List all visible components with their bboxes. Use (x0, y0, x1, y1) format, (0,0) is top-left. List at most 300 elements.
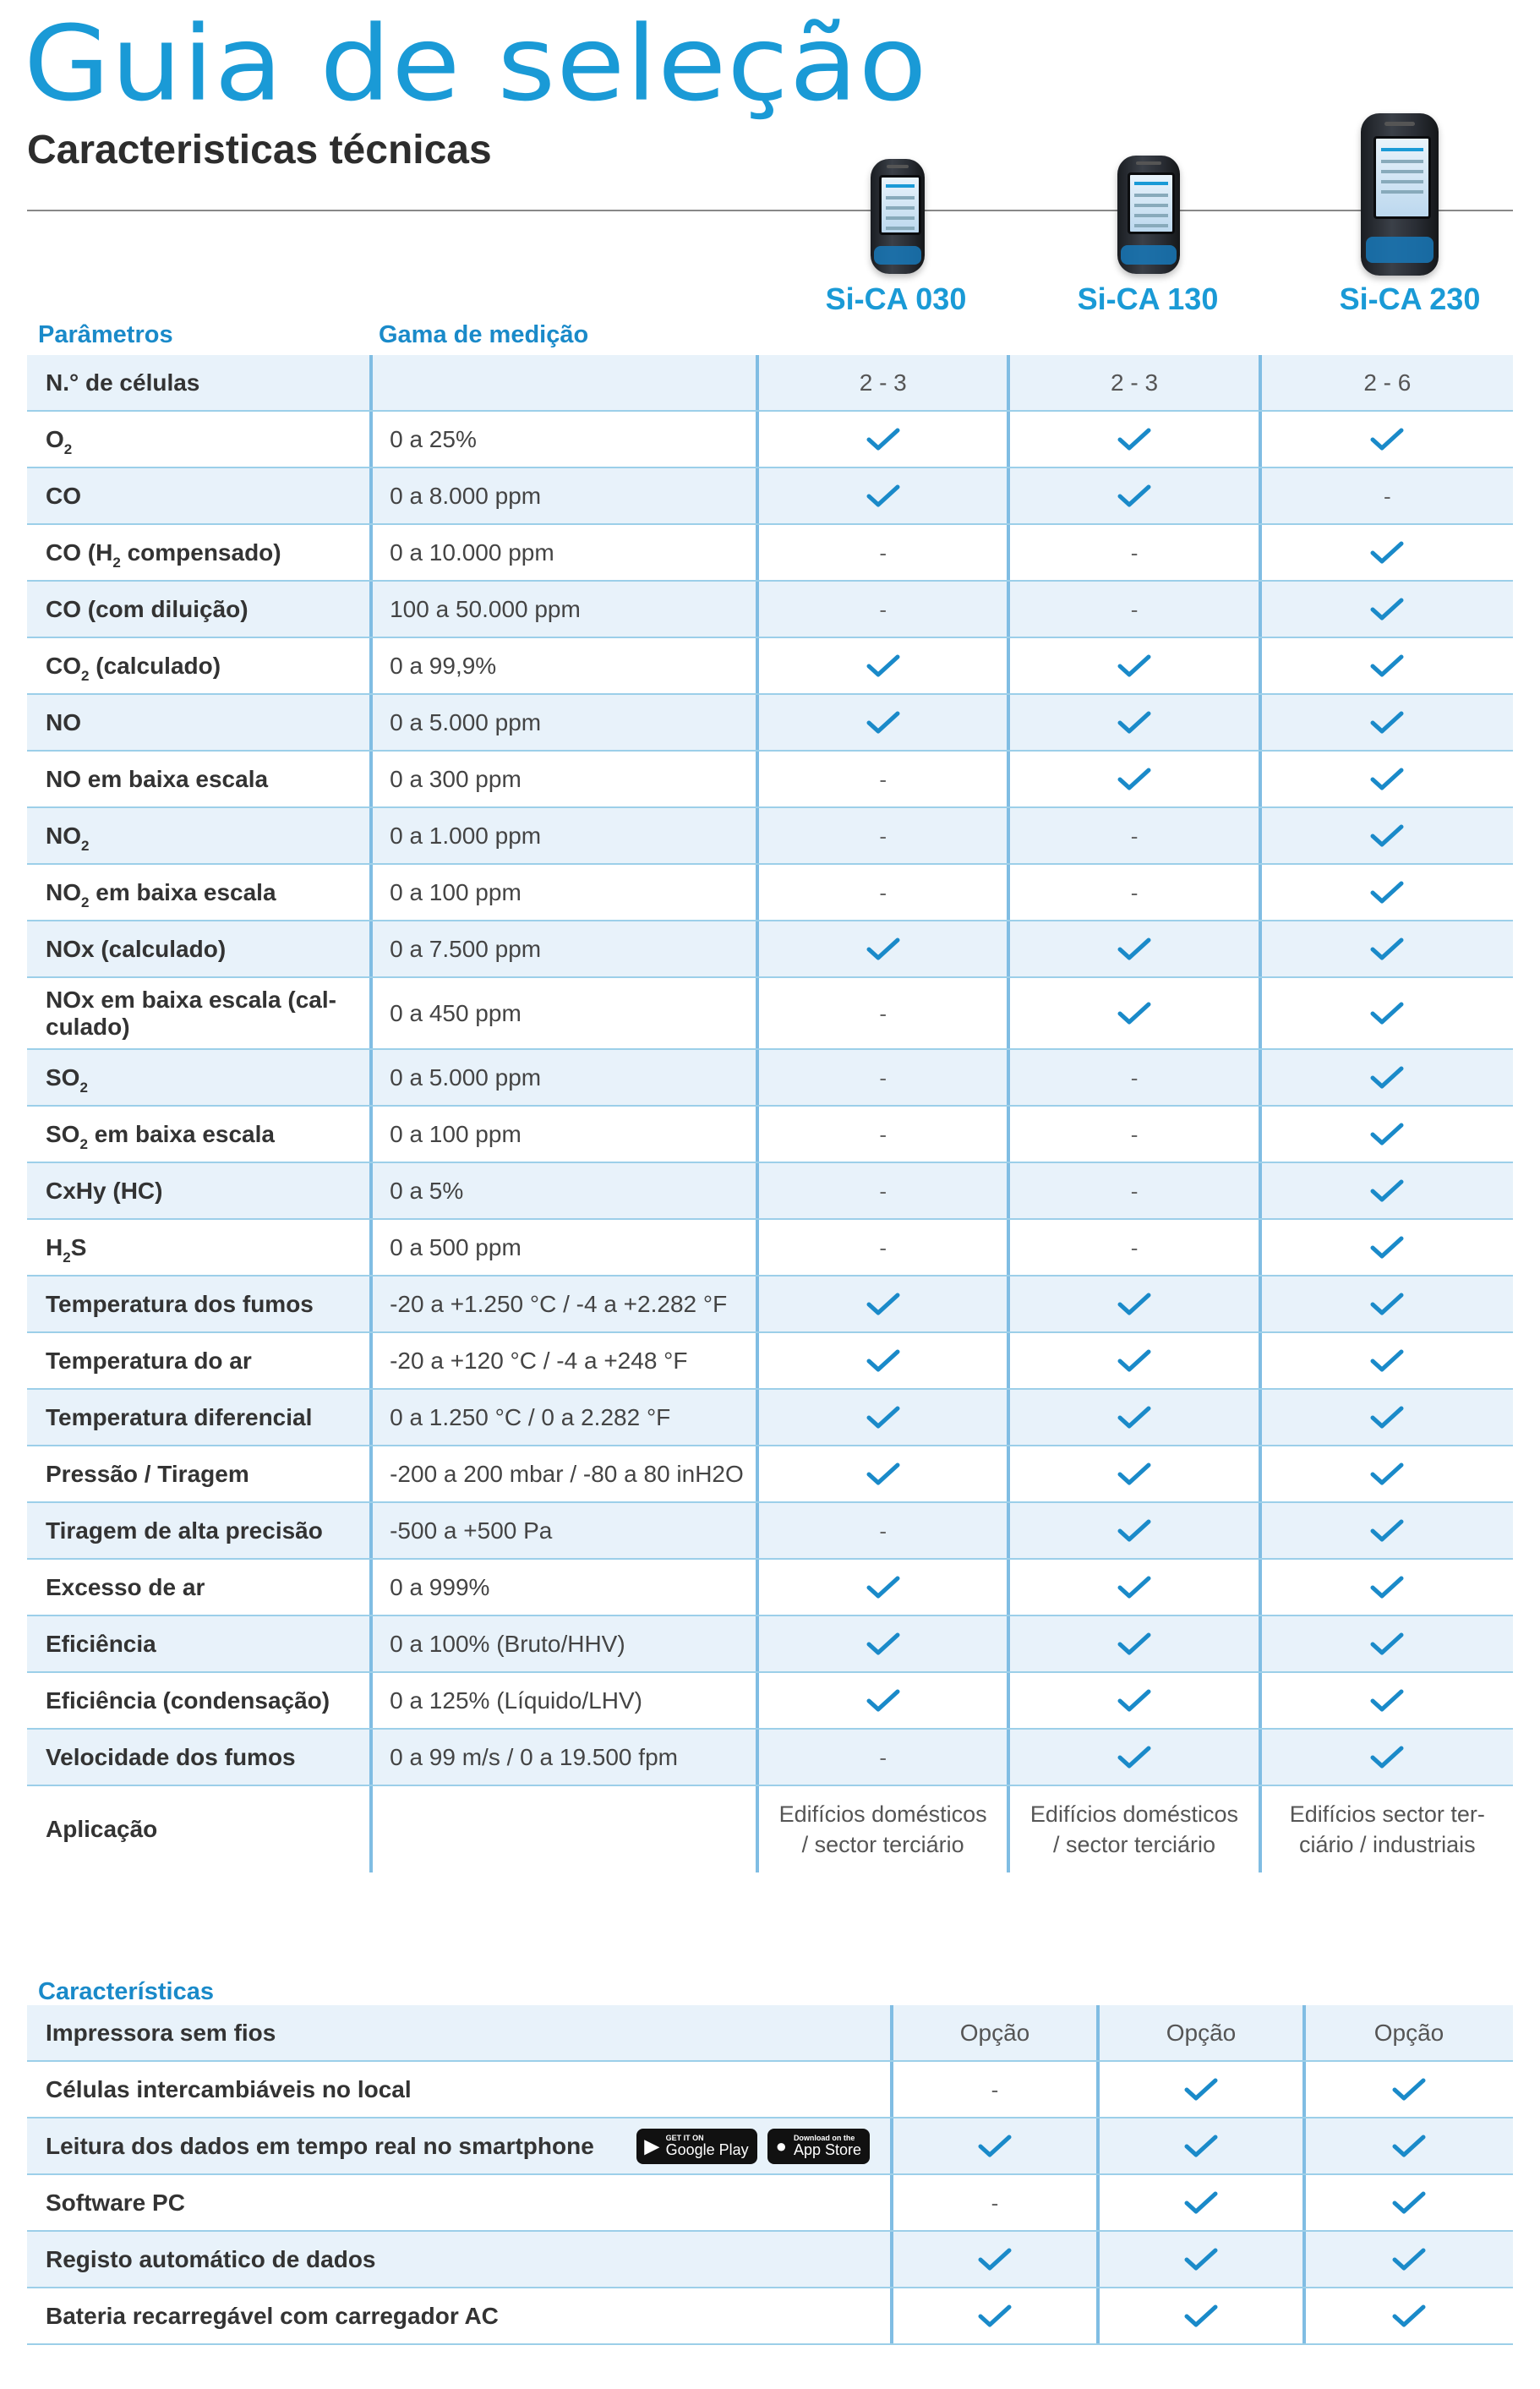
checkmark-icon (1117, 1745, 1151, 1770)
range-cell (373, 468, 759, 523)
value-cell-check (1100, 2062, 1306, 2117)
checkmark-icon (1117, 1575, 1151, 1600)
value-cell-dash (1010, 525, 1261, 580)
value-cell-check (1010, 468, 1261, 523)
parameter-label: CO (H (46, 538, 113, 566)
checkmark-icon (1392, 2247, 1426, 2272)
checkmark-icon (1370, 937, 1404, 962)
table-row (27, 752, 1513, 808)
value-cell-check (1010, 1446, 1261, 1501)
table-row (27, 1220, 1513, 1277)
checkmark-icon (1117, 1462, 1151, 1487)
table-row (27, 468, 1513, 525)
value-cell-dash (759, 865, 1010, 920)
parameter-subscript: 2 (81, 894, 90, 910)
value-cell-check (1010, 412, 1261, 467)
value-cell-check (1262, 1050, 1513, 1105)
parameter-label-suffix: em baixa escala (89, 878, 276, 905)
value-cell-check (1262, 1730, 1513, 1785)
table-row (27, 1050, 1513, 1107)
model-name-si-ca-030: Si-CA 030 (825, 282, 967, 316)
value-cell-check (1262, 808, 1513, 863)
feature-label-cell (27, 2118, 893, 2173)
google-badge-small-text: GET IT ON (665, 2134, 704, 2142)
range-text: 0 a 1.250 °C / 0 a 2.282 °F (390, 1403, 671, 1430)
value-cell-text (1010, 1786, 1261, 1872)
checkmark-icon (1392, 2134, 1426, 2159)
checkmark-icon (1117, 484, 1151, 509)
value-cell-check (759, 638, 1010, 693)
table-row (27, 412, 1513, 468)
parameter-cell (27, 412, 373, 467)
value-cell-check (893, 2118, 1100, 2173)
checkmark-icon (1184, 2077, 1218, 2102)
value-cell-check (759, 412, 1010, 467)
title-divider (27, 210, 1513, 211)
checkmark-icon (1392, 2304, 1426, 2329)
value-cell-check (1262, 1107, 1513, 1162)
features-title: Características (38, 1978, 214, 2005)
value-cell-check (1100, 2175, 1306, 2230)
value-cell-text (893, 2005, 1100, 2060)
checkmark-icon (1370, 1178, 1404, 1204)
parameter-label: Velocidade dos fumos (46, 1743, 296, 1770)
range-cell (373, 638, 759, 693)
value-cell-check (1262, 1560, 1513, 1615)
checkmark-icon (866, 1575, 900, 1600)
parameter-cell (27, 1560, 373, 1615)
checkmark-icon (1184, 2247, 1218, 2272)
parameter-label-suffix: S (70, 1233, 87, 1260)
parameter-subscript: 2 (79, 1079, 88, 1096)
value-cell-dash (1010, 865, 1261, 920)
feature-label-cell (27, 2288, 893, 2343)
checkmark-icon (1370, 1688, 1404, 1714)
range-text: 0 a 8.000 ppm (390, 482, 542, 509)
value-cell-check (1010, 978, 1261, 1048)
table-row (27, 1786, 1513, 1872)
value-cell-check (1262, 1390, 1513, 1445)
feature-label: Software PC (46, 2189, 185, 2216)
checkmark-icon (1184, 2190, 1218, 2216)
checkmark-icon (1117, 1348, 1151, 1374)
parameter-label: NO (46, 878, 81, 905)
range-text: 0 a 300 ppm (390, 765, 522, 792)
range-text: 0 a 100% (Bruto/HHV) (390, 1630, 625, 1657)
parameter-cell (27, 525, 373, 580)
dash-text: - (1130, 539, 1139, 566)
parameter-subscript: 2 (63, 440, 73, 457)
value-cell-text (1262, 1786, 1513, 1872)
range-text: 0 a 99,9% (390, 652, 497, 679)
value-cell-text (759, 1786, 1010, 1872)
app-store-badge[interactable] (767, 2129, 870, 2164)
checkmark-icon (978, 2304, 1012, 2329)
checkmark-icon (1370, 1745, 1404, 1770)
checkmark-icon (1370, 1348, 1404, 1374)
feature-row (27, 2005, 1513, 2062)
value-cell-check (1262, 1220, 1513, 1275)
checkmark-icon (1117, 710, 1151, 735)
range-text: 0 a 100 ppm (390, 878, 522, 905)
value-cell-check (1262, 525, 1513, 580)
table-row (27, 1107, 1513, 1163)
checkmark-icon (866, 653, 900, 679)
range-cell (373, 412, 759, 467)
range-text: 0 a 5% (390, 1177, 464, 1204)
dash-text: - (879, 539, 887, 566)
checkmark-icon (866, 710, 900, 735)
value-cell-text (1010, 355, 1261, 410)
checkmark-icon (1117, 937, 1151, 962)
value-text: Opção (1373, 2019, 1444, 2046)
parameter-label: Eficiência (condensação) (46, 1687, 330, 1714)
range-cell (373, 1616, 759, 1671)
range-cell (373, 1390, 759, 1445)
dash-text: - (1130, 1064, 1139, 1091)
parameter-label: CO (com diluição) (46, 595, 248, 622)
parameter-label-suffix: em baixa escala (87, 1120, 275, 1147)
range-text: 0 a 450 ppm (390, 999, 522, 1026)
value-cell-check (1262, 1616, 1513, 1671)
value-cell-check (759, 1560, 1010, 1615)
range-cell (373, 582, 759, 637)
value-cell-dash (759, 525, 1010, 580)
range-cell (373, 355, 759, 410)
checkmark-icon (1392, 2077, 1426, 2102)
range-cell (373, 1786, 759, 1872)
value-cell-dash (759, 582, 1010, 637)
parameter-label: Temperatura dos fumos (46, 1290, 314, 1317)
value-cell-check (1262, 412, 1513, 467)
checkmark-icon (866, 484, 900, 509)
range-cell (373, 1503, 759, 1558)
feature-label-cell (27, 2175, 893, 2230)
parameter-label: SO (46, 1063, 80, 1091)
range-text: -200 a 200 mbar / -80 a 80 inH2O (390, 1460, 744, 1487)
checkmark-icon (1184, 2304, 1218, 2329)
table-row (27, 1333, 1513, 1390)
parameter-cell (27, 1050, 373, 1105)
parameter-label: O (46, 425, 64, 452)
dash-text: - (879, 1000, 887, 1026)
table-row (27, 1730, 1513, 1786)
dash-text: - (991, 2189, 999, 2216)
value-cell-check (759, 1616, 1010, 1671)
checkmark-icon (1370, 1065, 1404, 1091)
feature-row (27, 2288, 1513, 2345)
checkmark-icon (1370, 1292, 1404, 1317)
parameter-cell (27, 468, 373, 523)
apple-icon: ● (775, 2135, 787, 2157)
value-cell-dash (759, 1220, 1010, 1275)
value-cell-check (1010, 1390, 1261, 1445)
parameter-label: NO em baixa escala (46, 765, 269, 792)
value-cell-check (759, 1446, 1010, 1501)
value-cell-dash (1262, 468, 1513, 523)
table-row (27, 1673, 1513, 1730)
parameter-label: Excesso de ar (46, 1573, 205, 1600)
dash-text: - (879, 823, 887, 849)
value-cell-dash (893, 2175, 1100, 2230)
value-cell-check (1262, 1673, 1513, 1728)
parameter-cell (27, 638, 373, 693)
value-cell-check (1010, 1616, 1261, 1671)
column-header-range: Gama de medição (379, 321, 589, 348)
value-cell-check (1010, 695, 1261, 750)
value-cell-check (1010, 638, 1261, 693)
checkmark-icon (866, 937, 900, 962)
checkmark-icon (1370, 1405, 1404, 1430)
parameter-cell (27, 1220, 373, 1275)
page-title: Guia de seleção (24, 3, 928, 125)
value-text: Edifícios domésticos / sector terciário (778, 1801, 987, 1857)
checkmark-icon (1370, 1632, 1404, 1657)
dash-text: - (879, 1234, 887, 1260)
range-cell (373, 978, 759, 1048)
range-text: -500 a +500 Pa (390, 1517, 553, 1544)
checkmark-icon (866, 1405, 900, 1430)
range-cell (373, 1333, 759, 1388)
column-header-parameters: Parâmetros (38, 321, 173, 348)
range-cell (373, 865, 759, 920)
value-cell-dash (759, 978, 1010, 1048)
checkmark-icon (1370, 597, 1404, 622)
value-cell-dash (1010, 1050, 1261, 1105)
feature-row (27, 2062, 1513, 2118)
feature-row (27, 2118, 1513, 2175)
value-cell-check (759, 1673, 1010, 1728)
parameter-cell (27, 1107, 373, 1162)
value-cell-check (1010, 1730, 1261, 1785)
value-cell-check (1262, 1333, 1513, 1388)
parameter-cell (27, 695, 373, 750)
parameter-cell (27, 865, 373, 920)
parameter-label: Eficiência (46, 1630, 156, 1657)
value-text: Opção (959, 2019, 1030, 2046)
dash-text: - (879, 766, 887, 792)
checkmark-icon (1117, 767, 1151, 792)
range-cell (373, 1050, 759, 1105)
value-cell-dash (1010, 582, 1261, 637)
parameter-cell (27, 752, 373, 806)
device-image-si-ca-130 (1117, 156, 1180, 274)
value-text: 2 - 6 (1363, 369, 1412, 396)
value-text: Edifícios domésticos / sector terciário (1029, 1801, 1239, 1857)
range-cell (373, 695, 759, 750)
checkmark-icon (1370, 1235, 1404, 1260)
table-row (27, 865, 1513, 921)
google-play-badge[interactable] (636, 2129, 757, 2164)
value-cell-check (1262, 1503, 1513, 1558)
checkmark-icon (1117, 1688, 1151, 1714)
value-cell-dash (759, 1503, 1010, 1558)
parameter-subscript: 2 (81, 837, 90, 854)
range-text: 0 a 999% (390, 1573, 490, 1600)
checkmark-icon (866, 1348, 900, 1374)
checkmark-icon (1117, 1292, 1151, 1317)
checkmark-icon (1117, 1518, 1151, 1544)
value-cell-check (1010, 921, 1261, 976)
value-cell-dash (1010, 1163, 1261, 1218)
checkmark-icon (1117, 1632, 1151, 1657)
range-cell (373, 1163, 759, 1218)
value-cell-check (1262, 582, 1513, 637)
table-row (27, 582, 1513, 638)
value-cell-check (759, 695, 1010, 750)
range-cell (373, 1277, 759, 1331)
value-cell-dash (759, 1107, 1010, 1162)
value-text: Edifícios sector ter- ciário / industriais (1289, 1801, 1485, 1857)
checkmark-icon (1370, 880, 1404, 905)
dash-text: - (1130, 823, 1139, 849)
value-cell-check (1010, 752, 1261, 806)
range-text: 0 a 99 m/s / 0 a 19.500 fpm (390, 1743, 678, 1770)
parameter-label: CxHy (HC) (46, 1177, 163, 1204)
parameter-label: CO (46, 482, 81, 509)
range-text: 0 a 7.500 ppm (390, 935, 542, 962)
value-text: 2 - 3 (859, 369, 907, 396)
apple-badge-text: App Store (793, 2141, 861, 2158)
value-cell-check (1010, 1277, 1261, 1331)
dash-text: - (1130, 596, 1139, 622)
checkmark-icon (1117, 1405, 1151, 1430)
parameter-cell (27, 355, 373, 410)
checkmark-icon (866, 1292, 900, 1317)
checkmark-icon (978, 2247, 1012, 2272)
value-cell-text (1100, 2005, 1306, 2060)
value-cell-dash (759, 752, 1010, 806)
checkmark-icon (1370, 1518, 1404, 1544)
parameter-label: Aplicação (46, 1816, 158, 1842)
value-cell-check (1262, 978, 1513, 1048)
table-row (27, 1446, 1513, 1503)
dash-text: - (879, 1744, 887, 1770)
dash-text: - (1130, 1121, 1139, 1147)
checkmark-icon (1370, 823, 1404, 849)
range-cell (373, 525, 759, 580)
checkmark-icon (866, 1462, 900, 1487)
feature-label-cell (27, 2062, 893, 2117)
table-row (27, 1390, 1513, 1446)
google-play-icon: ▶ (644, 2135, 659, 2157)
range-text: -20 a +120 °C / -4 a +248 °F (390, 1347, 688, 1374)
table-row (27, 1616, 1513, 1673)
parameter-cell (27, 1673, 373, 1728)
parameter-label-suffix: compensado) (120, 538, 281, 566)
parameter-cell (27, 1446, 373, 1501)
value-cell-text (1262, 355, 1513, 410)
model-name-si-ca-130: Si-CA 130 (1077, 282, 1219, 316)
parameter-subscript: 2 (81, 667, 90, 684)
value-cell-dash (759, 1730, 1010, 1785)
parameter-cell (27, 1730, 373, 1785)
table-row (27, 1163, 1513, 1220)
value-cell-check (893, 2288, 1100, 2343)
value-cell-check (893, 2232, 1100, 2287)
value-cell-check (759, 468, 1010, 523)
value-cell-check (1262, 1277, 1513, 1331)
range-text: 0 a 10.000 ppm (390, 538, 554, 566)
feature-label: Bateria recarregável com carregador AC (46, 2302, 499, 2329)
apple-badge-small-text: Download on the (793, 2134, 855, 2142)
range-cell (373, 921, 759, 976)
parameter-label: SO (46, 1120, 80, 1147)
dash-text: - (879, 1178, 887, 1204)
table-row (27, 355, 1513, 412)
google-badge-text: Google Play (665, 2141, 749, 2158)
feature-label: Registo automático de dados (46, 2245, 376, 2272)
range-text: 100 a 50.000 ppm (390, 595, 581, 622)
range-cell (373, 1220, 759, 1275)
value-cell-check (1262, 1446, 1513, 1501)
value-cell-dash (1010, 1107, 1261, 1162)
checkmark-icon (1184, 2134, 1218, 2159)
parameter-label: Pressão / Tiragem (46, 1460, 249, 1487)
range-text: 0 a 25% (390, 425, 477, 452)
dash-text: - (991, 2076, 999, 2102)
value-text: 2 - 3 (1111, 369, 1159, 396)
checkmark-icon (1370, 427, 1404, 452)
value-cell-check (1262, 1163, 1513, 1218)
parameter-cell (27, 1333, 373, 1388)
value-cell-check (1100, 2288, 1306, 2343)
device-image-si-ca-230 (1361, 113, 1439, 276)
page-subtitle: Caracteristicas técnicas (27, 128, 492, 172)
checkmark-icon (1370, 1001, 1404, 1026)
value-cell-check (759, 1390, 1010, 1445)
range-text: 0 a 100 ppm (390, 1120, 522, 1147)
checkmark-icon (1370, 767, 1404, 792)
parameter-label: Tiragem de alta precisão (46, 1517, 323, 1544)
value-cell-check (1010, 1503, 1261, 1558)
parameter-subscript: 2 (63, 1249, 71, 1266)
parameter-label-suffix: (calculado) (89, 652, 221, 679)
checkmark-icon (1370, 1462, 1404, 1487)
table-row (27, 921, 1513, 978)
feature-row (27, 2175, 1513, 2232)
value-cell-check (759, 921, 1010, 976)
model-name-si-ca-230: Si-CA 230 (1339, 282, 1481, 316)
value-cell-check (1262, 695, 1513, 750)
checkmark-icon (978, 2134, 1012, 2159)
range-cell (373, 808, 759, 863)
checkmark-icon (1370, 540, 1404, 566)
value-cell-check (759, 1333, 1010, 1388)
parameter-label: Temperatura diferencial (46, 1403, 313, 1430)
range-text: -20 a +1.250 °C / -4 a +2.282 °F (390, 1290, 728, 1317)
parameter-subscript: 2 (79, 1135, 88, 1152)
value-cell-check (1306, 2288, 1512, 2343)
feature-label-cell (27, 2005, 893, 2060)
value-cell-dash (1010, 1220, 1261, 1275)
parameter-cell (27, 1503, 373, 1558)
dash-text: - (1130, 1178, 1139, 1204)
parameter-cell (27, 1163, 373, 1218)
range-cell (373, 1107, 759, 1162)
value-text: Opção (1166, 2019, 1237, 2046)
table-row (27, 978, 1513, 1050)
checkmark-icon (1117, 427, 1151, 452)
table-row (27, 638, 1513, 695)
range-cell (373, 1673, 759, 1728)
checkmark-icon (1370, 653, 1404, 679)
value-cell-dash (759, 1163, 1010, 1218)
range-cell (373, 752, 759, 806)
value-cell-check (1010, 1560, 1261, 1615)
value-cell-text (1306, 2005, 1512, 2060)
feature-label: Leitura dos dados em tempo real no smartphone (46, 2132, 594, 2159)
